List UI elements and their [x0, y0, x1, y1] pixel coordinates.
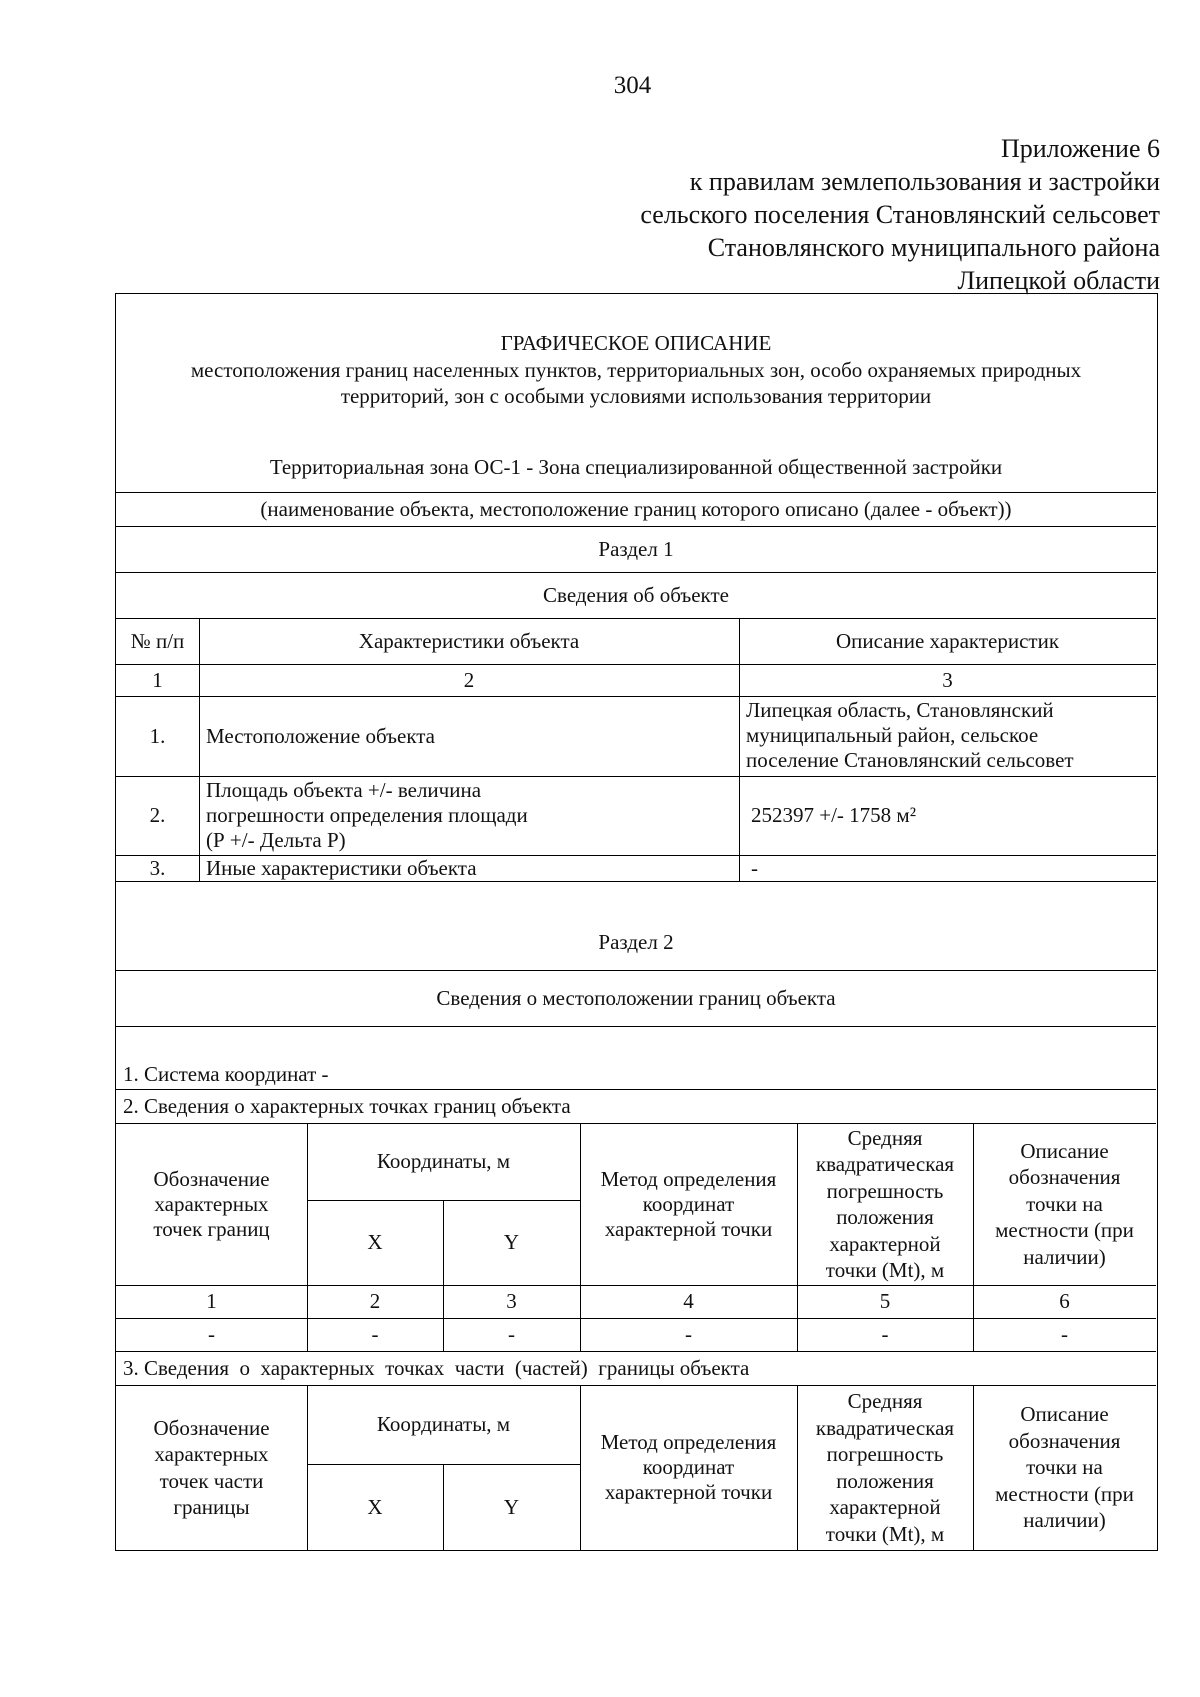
header-line: точек границ	[153, 1216, 270, 1241]
empty-cell: -	[208, 1322, 215, 1346]
row-characteristic-line: (Р +/- Дельта Р)	[206, 828, 346, 852]
column-number: 1	[152, 667, 163, 692]
header-line: Описание	[1020, 1138, 1109, 1163]
points-header-y: Y	[503, 1230, 520, 1254]
header-line: Метод определения	[600, 1430, 777, 1454]
column-number: 3	[506, 1289, 517, 1313]
points-title: 2. Сведения о характерных точках границ объекта	[123, 1093, 571, 1118]
row-characteristic-line: погрешности определения площади	[206, 803, 528, 827]
header-line: характерной	[829, 1495, 941, 1519]
row-description-line: Липецкая область, Становлянский	[746, 698, 1054, 722]
header-line: Средняя	[847, 1389, 923, 1413]
empty-cell: -	[1061, 1322, 1068, 1346]
header-line: Обозначение	[153, 1166, 270, 1191]
points-header-coordinates: Координаты, м	[376, 1149, 511, 1173]
header-line: погрешность	[826, 1442, 944, 1466]
header-line: характерной точки	[604, 1480, 773, 1504]
appendix-line: Приложение 6	[1000, 134, 1160, 163]
column-number: 2	[463, 667, 475, 692]
row-description: -	[751, 855, 758, 880]
form-title: ГРАФИЧЕСКОЕ ОПИСАНИЕ	[500, 330, 772, 355]
header-line: положения	[836, 1205, 934, 1229]
parts-header-coordinates: Координаты, м	[376, 1412, 511, 1436]
row-characteristic: Иные характеристики объекта	[206, 855, 477, 880]
row-description: 252397 +/- 1758 м²	[751, 803, 917, 827]
header-line: Обозначение	[153, 1415, 270, 1440]
description-form	[115, 293, 1158, 1551]
parts-header-y: Y	[503, 1494, 520, 1519]
header-line: Метод определения	[600, 1166, 777, 1191]
row-description-line: поселение Становлянский сельсовет	[746, 748, 1074, 772]
column-header-characteristics: Характеристики объекта	[358, 628, 580, 653]
parts-title: 3. Сведения о характерных точках части (частей) границы объекта	[123, 1355, 750, 1380]
column-header-number: № п/п	[130, 628, 185, 653]
header-line: квадратическая	[815, 1152, 955, 1176]
header-line: характерной точки	[604, 1216, 773, 1241]
row-number: 3.	[149, 855, 166, 880]
form-subtitle-line: местоположения границ населенных пунктов, территориальных зон, особо охраняемых природных	[190, 357, 1082, 382]
empty-cell: -	[371, 1322, 379, 1346]
header-line: точки (Mt), м	[825, 1521, 945, 1546]
header-line: Средняя	[847, 1125, 923, 1150]
section-1-subtitle: Сведения об объекте	[543, 582, 729, 607]
points-header-error	[797, 1123, 973, 1285]
column-number: 4	[683, 1289, 694, 1313]
appendix-line: Липецкой области	[957, 266, 1160, 295]
points-header-x: X	[367, 1230, 383, 1254]
row-description-line: муниципальный район, сельское	[746, 723, 1039, 747]
header-line: положения	[836, 1468, 934, 1493]
appendix-line: к правилам землепользования и застройки	[689, 167, 1160, 196]
header-line: координат	[642, 1191, 735, 1216]
column-number: 6	[1059, 1289, 1070, 1313]
row-characteristic: Местоположение объекта	[206, 723, 436, 748]
points-header-designation	[116, 1123, 307, 1285]
header-line: погрешность	[826, 1178, 944, 1203]
header-line: обозначения	[1008, 1428, 1121, 1453]
row-number: 2.	[149, 803, 166, 827]
form-subtitle-line: территорий, зон с особыми условиями использования территории	[340, 383, 932, 408]
column-number: 1	[206, 1289, 217, 1313]
parts-header-designation	[116, 1385, 307, 1550]
header-line: местности (при	[995, 1481, 1134, 1506]
points-header-method	[580, 1123, 797, 1285]
header-line: координат	[642, 1455, 735, 1479]
header-line: Описание	[1020, 1402, 1109, 1427]
header-line: характерных	[154, 1191, 269, 1216]
appendix-line: Становлянского муниципального района	[707, 233, 1160, 262]
section-1-title: Раздел 1	[598, 536, 674, 561]
row-characteristic-line: Площадь объекта +/- величина	[206, 778, 482, 802]
parts-header-description	[973, 1385, 1156, 1550]
page-number: 304	[613, 72, 652, 99]
column-number: 3	[942, 667, 953, 692]
header-line: точек части	[159, 1468, 264, 1493]
row-description	[739, 698, 1156, 776]
appendix-line: сельского поселения Становлянский сельсовет	[640, 200, 1160, 229]
empty-cell: -	[881, 1322, 889, 1346]
header-line: квадратическая	[815, 1415, 955, 1440]
row-characteristic	[199, 778, 739, 855]
column-header-description: Описание характеристик	[835, 628, 1060, 653]
row-number: 1.	[149, 723, 166, 748]
parts-header-method	[580, 1385, 797, 1550]
points-header-description	[973, 1123, 1156, 1285]
parts-header-error	[797, 1385, 973, 1550]
section-2-title: Раздел 2	[598, 929, 674, 954]
header-line: точки (Mt), м	[825, 1258, 945, 1282]
header-line: местности (при	[995, 1218, 1134, 1243]
header-line: обозначения	[1008, 1165, 1121, 1190]
coordinate-system: 1. Система координат -	[123, 1061, 329, 1086]
object-name: Территориальная зона ОС-1 - Зона специализированной общественной застройки	[269, 454, 1003, 479]
header-line: точки на	[1026, 1191, 1103, 1216]
header-line: границы	[173, 1495, 250, 1519]
empty-cell: -	[685, 1322, 692, 1346]
section-2-subtitle: Сведения о местоположении границ объекта	[436, 985, 836, 1010]
column-number: 5	[879, 1289, 891, 1313]
header-line: наличии)	[1023, 1244, 1106, 1269]
column-number: 2	[369, 1289, 381, 1313]
empty-cell: -	[508, 1322, 515, 1346]
header-line: точки на	[1026, 1455, 1103, 1480]
appendix-block	[640, 132, 1160, 297]
header-line: наличии)	[1023, 1508, 1106, 1533]
parts-header-x: X	[367, 1494, 383, 1519]
header-line: характерных	[154, 1442, 269, 1466]
object-caption: (наименование объекта, местоположение границ которого описано (далее - объект))	[260, 496, 1012, 521]
header-line: характерной	[829, 1231, 941, 1256]
